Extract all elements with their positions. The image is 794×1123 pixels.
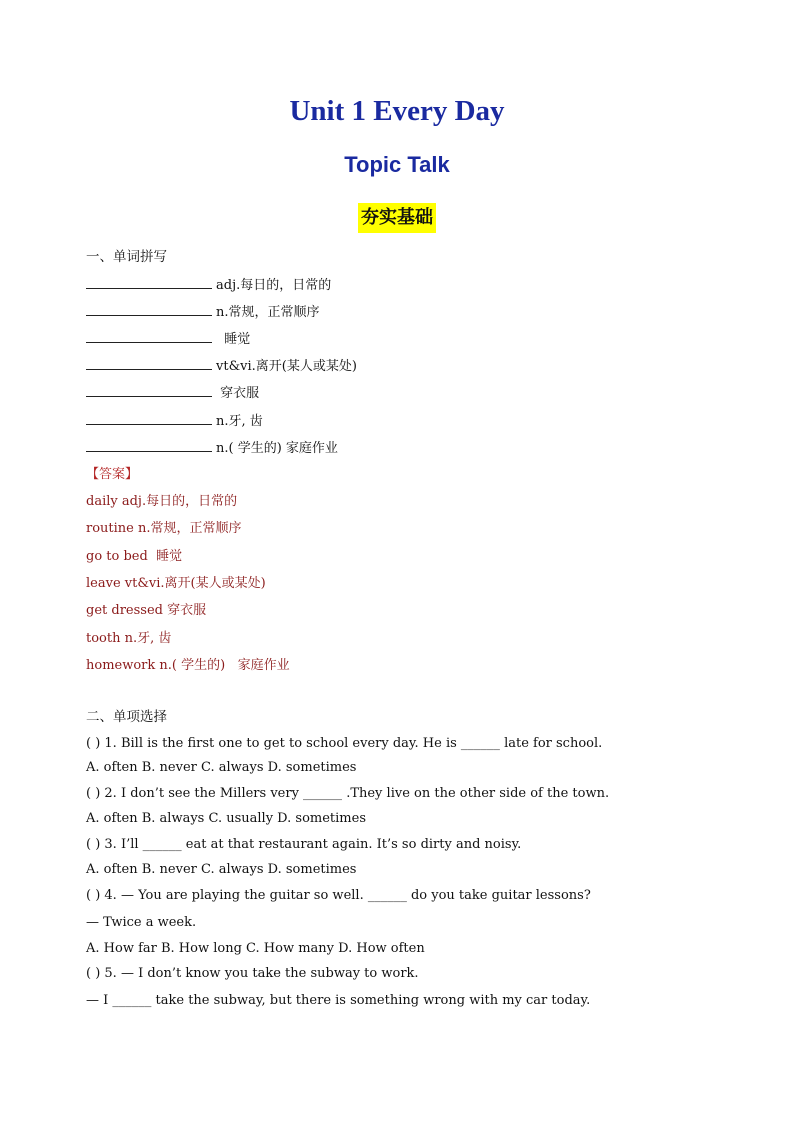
- dialogue-line: — Twice a week.: [86, 915, 197, 930]
- question-line: ( ) 2. I don’t see the Millers very ______ .They live on the other side of the town.: [86, 786, 610, 801]
- dialogue-line: — I ______ take the subway, but there is something wrong with my car today.: [86, 993, 591, 1008]
- answer-blank[interactable]: [86, 276, 212, 289]
- options-line: A. often B. never C. always D. sometimes: [86, 862, 357, 877]
- vocab-item: [86, 384, 259, 403]
- answer-blank[interactable]: [86, 384, 212, 397]
- answer-blank[interactable]: [86, 439, 212, 452]
- answer-line: daily adj.每日的，日常的: [86, 494, 238, 509]
- vocab-item: [86, 303, 320, 322]
- vocab-item: [86, 276, 331, 295]
- vocab-hint: vt&vi.离开(某人或某处): [216, 359, 357, 374]
- options-line: A. How far B. How long C. How many D. How often: [86, 941, 425, 956]
- answer-line: homework n.( 学生的) 家庭作业: [86, 658, 290, 673]
- page-subtitle: Topic Talk: [344, 152, 450, 177]
- options-line: A. often B. never C. always D. sometimes: [86, 760, 357, 775]
- answer-blank[interactable]: [86, 412, 212, 425]
- vocab-item: [86, 412, 263, 431]
- section1-heading: 一、单词拼写: [86, 249, 167, 265]
- page-title: Unit 1 Every Day: [289, 95, 505, 127]
- question-line: ( ) 5. — I don’t know you take the subway to work.: [86, 966, 419, 981]
- vocab-hint: n.( 学生的) 家庭作业: [216, 441, 338, 456]
- question-line: ( ) 1. Bill is the first one to get to school every day. He is ______ late for school.: [86, 736, 603, 751]
- vocab-item: [86, 439, 338, 458]
- options-line: A. often B. always C. usually D. sometimes: [86, 811, 366, 826]
- section-badge-wrap: [0, 203, 794, 233]
- answer-blank[interactable]: [86, 303, 212, 316]
- vocab-item: [86, 330, 250, 349]
- answer-line: get dressed 穿衣服: [86, 603, 207, 618]
- section-badge: 夯实基础: [358, 203, 436, 233]
- answer-blank[interactable]: [86, 357, 212, 370]
- question-line: ( ) 4. — You are playing the guitar so well. ______ do you take guitar lessons?: [86, 888, 591, 903]
- answer-blank[interactable]: [86, 330, 212, 343]
- vocab-hint: n.牙, 齿: [216, 414, 263, 429]
- answer-line: leave vt&vi.离开(某人或某处): [86, 576, 266, 591]
- vocab-hint: 睡觉: [216, 332, 251, 347]
- vocab-hint: adj.每日的，日常的: [216, 278, 332, 293]
- answer-label: 【答案】: [86, 467, 139, 482]
- answer-line: go to bed 睡觉: [86, 549, 183, 564]
- section2-heading: 二、单项选择: [86, 709, 167, 725]
- answer-line: tooth n.牙, 齿: [86, 631, 172, 646]
- vocab-hint: 穿衣服: [216, 386, 260, 401]
- question-line: ( ) 3. I’ll ______ eat at that restaurant again. It’s so dirty and noisy.: [86, 837, 522, 852]
- vocab-hint: n.常规，正常顺序: [216, 305, 320, 320]
- answer-line: routine n.常规，正常顺序: [86, 521, 242, 536]
- vocab-item: [86, 357, 357, 376]
